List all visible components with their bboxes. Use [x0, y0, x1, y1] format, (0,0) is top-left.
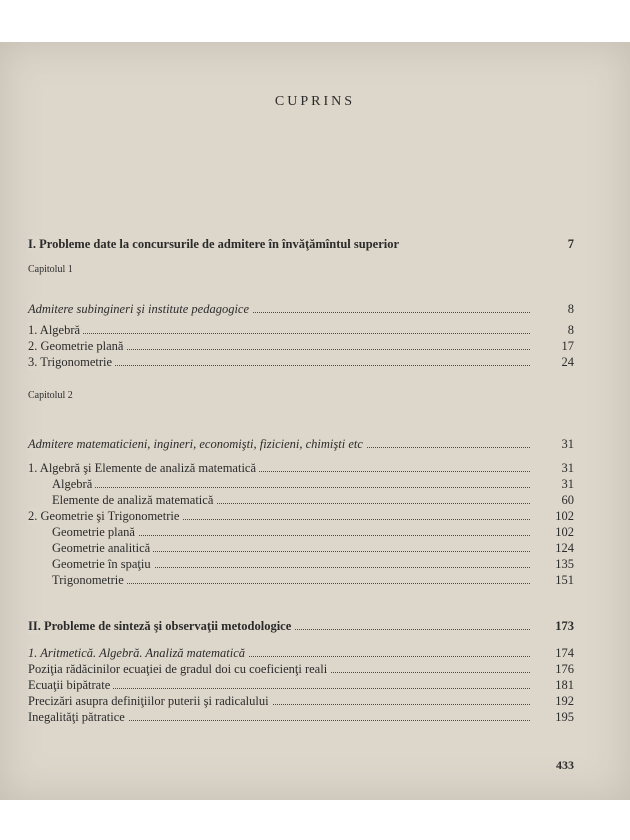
- toc-entry-label: Trigonometrie: [52, 572, 127, 588]
- toc-entry: [0, 476, 630, 492]
- toc-entry-page: 31: [561, 477, 574, 491]
- toc-entry: [0, 618, 630, 634]
- toc-entry: [0, 645, 630, 661]
- toc-entry: [0, 572, 630, 588]
- toc-entry-page: 181: [555, 678, 574, 692]
- toc-entry-label: 1. Aritmetică. Algebră. Analiză matematică: [28, 645, 248, 661]
- dot-leader: [28, 333, 530, 334]
- chapter-caption-1: Capitolul 1: [28, 264, 73, 275]
- toc-entry-page: 195: [555, 710, 574, 724]
- page-number: 433: [556, 758, 574, 772]
- toc-entry: [0, 661, 630, 677]
- toc-entry-page: 7: [567, 237, 574, 251]
- toc-entry-page: 176: [555, 662, 574, 676]
- toc-entry-label: Precizări asupra definiţiilor puterii şi radicalului: [28, 693, 272, 709]
- toc-entry-page: 151: [555, 573, 574, 587]
- chapter-caption-2: Capitolul 2: [28, 390, 73, 401]
- toc-entry: [0, 436, 630, 452]
- toc-entry-label: Algebră: [52, 476, 95, 492]
- toc-entry-page: 24: [561, 355, 574, 369]
- toc-entry: [0, 301, 630, 317]
- toc-entry-label: Geometrie în spaţiu: [52, 556, 154, 572]
- page-title: CUPRINS: [274, 94, 356, 109]
- toc-entry-page: 60: [561, 493, 574, 507]
- toc-entry-page: 8: [567, 302, 574, 316]
- toc-entry-label: 2. Geometrie şi Trigonometrie: [28, 508, 182, 524]
- toc-entry: [0, 492, 630, 508]
- toc-entry-page: 102: [555, 525, 574, 539]
- toc-entry: [0, 540, 630, 556]
- toc-entry-label: Admitere matematicieni, ingineri, economişti, fizicieni, chimişti etc: [28, 436, 366, 452]
- toc-entry-label: Geometrie analitică: [52, 540, 153, 556]
- dot-leader: [52, 487, 530, 488]
- toc-entry-label: Elemente de analiză matematică: [52, 492, 216, 508]
- toc-entry-page: 192: [555, 694, 574, 708]
- toc-entry-page: 174: [555, 646, 574, 660]
- toc-entry: [0, 508, 630, 524]
- toc-entry-page: 31: [561, 461, 574, 475]
- toc-entry-label: 1. Algebră: [28, 322, 83, 338]
- toc-entry-page: 17: [561, 339, 574, 353]
- toc-entry-label: Inegalităţi pătratice: [28, 709, 128, 725]
- toc-entry-label: 1. Algebră şi Elemente de analiză matematică: [28, 460, 259, 476]
- toc-entry: [0, 709, 630, 725]
- toc-entry-page: 173: [555, 619, 574, 633]
- toc-entry: [0, 693, 630, 709]
- toc-entry-page: 102: [555, 509, 574, 523]
- toc-entry-page: 124: [555, 541, 574, 555]
- toc-entry-label: 2. Geometrie plană: [28, 338, 126, 354]
- toc-entry: [0, 322, 630, 338]
- toc-entry-label: Geometrie plană: [52, 524, 138, 540]
- toc-entry: [0, 460, 630, 476]
- toc-entry-page: 8: [567, 323, 574, 337]
- toc-entry-page: 135: [555, 557, 574, 571]
- toc-entry: [0, 236, 630, 252]
- toc-entry-label: Poziţia rădăcinilor ecuaţiei de gradul doi cu coeficienţi reali: [28, 661, 330, 677]
- toc-entry: [0, 677, 630, 693]
- book-page: [0, 42, 630, 800]
- toc-entry: [0, 354, 630, 370]
- toc-entry-label: II. Probleme de sinteză şi observaţii metodologice: [28, 618, 294, 634]
- toc-entry-label: Ecuaţii bipătrate: [28, 677, 113, 693]
- toc-entry-label: I. Probleme date la concursurile de admitere în învăţămîntul superior: [28, 236, 402, 252]
- toc-entry: [0, 338, 630, 354]
- toc-entry-page: 31: [561, 437, 574, 451]
- toc-entry-label: Admitere subingineri şi institute pedagogice: [28, 301, 252, 317]
- toc-entry: [0, 556, 630, 572]
- toc-entry: [0, 524, 630, 540]
- toc-entry-label: 3. Trigonometrie: [28, 354, 115, 370]
